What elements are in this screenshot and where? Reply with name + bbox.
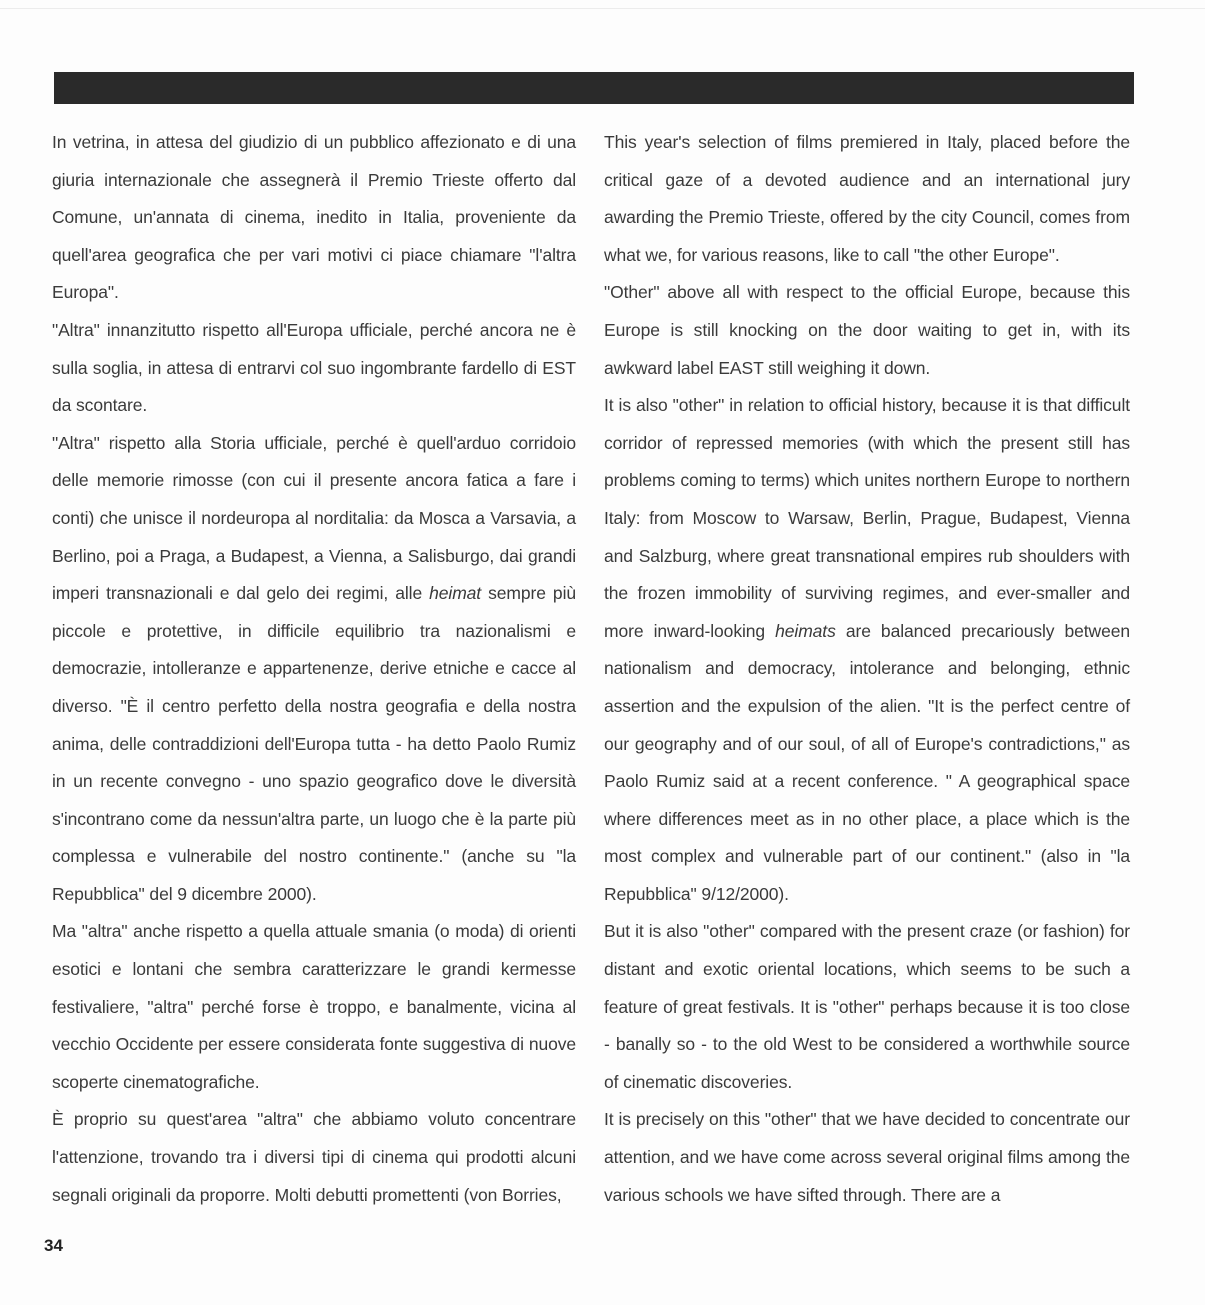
paragraph: [52, 425, 576, 914]
italian-column: [52, 124, 576, 1214]
paragraph-text: "Altra" rispetto alla Storia ufficiale, perché è quell'arduo corridoio delle memorie rimosse (con cui il presente ancora fatica a fare i conti) che unisce il nordeuropa al norditalia: da Mosca a Varsavia, a Berlino, poi a Praga, a Budapest, a Vienna, a Salisburgo, dai grandi imperi transnazionali e dal gelo dei regimi, alle: [52, 432, 576, 604]
english-column: [604, 124, 1130, 1214]
paragraph: "Altra" innanzitutto rispetto all'Europa ufficiale, perché ancora ne è sulla soglia, in attesa di entrarvi col suo ingombrante fardello di EST da scontare.: [52, 319, 576, 416]
page-edge-line: [0, 8, 1205, 9]
paragraph: In vetrina, in attesa del giudizio di un pubblico affezionato e di una giuria internazionale che assegnerà il Premio Trieste offerto dal Comune, un'annata di cinema, inedito in Italia, proveniente da quell'area geografica che per vari motivi ci piace chiamare "l'altra Europa".: [52, 132, 576, 303]
paragraph-text: sempre più piccole e protettive, in difficile equilibrio tra nazionalismi e democrazie, intolleranze e appartenenze, derive etniche e cacce al diverso. "È il centro perfetto della nostra geografia e della nostra anima, delle contraddizioni dell'Europa tutta - ha detto Paolo Rumiz in un recente convegno - uno spazio geografico dove le diversità s'incontrano come da nessun'altra parte, un luogo che è la parte più complessa e vulnerabile del nostro continente." (anche su "la Repubblica" del 9 dicembre 2000).: [52, 583, 576, 904]
header-bar: [54, 72, 1134, 104]
paragraph: It is precisely on this "other" that we have decided to concentrate our attention, and we have come across several original films among the various schools we have sifted through. There are a: [604, 1109, 1130, 1205]
paragraph: È proprio su quest'area "altra" che abbiamo voluto concentrare l'attenzione, trovando tra i diversi tipi di cinema qui prodotti alcuni segnali originali da proporre. Molti debutti promettenti (von Borries,: [52, 1109, 576, 1205]
paragraph-text: are balanced precariously between nationalism and democracy, intolerance and belonging, ethnic assertion and the expulsion of the alien. "It is the perfect centre of our geography and of our soul, of all of Europe's contradictions," as Paolo Rumiz said at a recent conference. " A geographical space where differences meet as in no other place, a place which is the most complex and vulnerable part of our continent." (also in "la Repubblica" 9/12/2000).: [604, 620, 1130, 904]
italic-term: heimats: [775, 620, 836, 641]
paragraph: But it is also "other" compared with the present craze (or fashion) for distant and exotic oriental locations, which seems to be such a feature of great festivals. It is "other" perhaps because it is too close - banally so - to the old West to be considered a worthwhile source of cinematic discoveries.: [604, 921, 1130, 1092]
paragraph: Ma "altra" anche rispetto a quella attuale smania (o moda) di orienti esotici e lontani che sembra caratterizzare le grandi kermesse festivaliere, "altra" perché forse è troppo, e banalmente, vicina al vecchio Occidente per essere considerata fonte suggestiva di nuove scoperte cinematografiche.: [52, 921, 576, 1092]
page-number: 34: [44, 1236, 63, 1255]
paragraph: [604, 387, 1130, 913]
paragraph: "Other" above all with respect to the official Europe, because this Europe is still knocking on the door waiting to get in, with its awkward label EAST still weighing it down.: [604, 282, 1130, 378]
italic-term: heimat: [429, 583, 482, 604]
paragraph-text: It is also "other" in relation to official history, because it is that difficult corridor of repressed memories (with which the present still has problems coming to terms) which unites northern Europe to northern Italy: from Moscow to Warsaw, Berlin, Prague, Budapest, Vienna and Salzburg, where great transnational empires rub shoulders with the frozen immobility of surviving regimes, and ever-smaller and more inward-looking: [604, 395, 1130, 641]
paragraph: This year's selection of films premiered in Italy, placed before the critical gaze of a devoted audience and an international jury awarding the Premio Trieste, offered by the city Council, comes from what we, for various reasons, like to call "the other Europe".: [604, 132, 1130, 265]
